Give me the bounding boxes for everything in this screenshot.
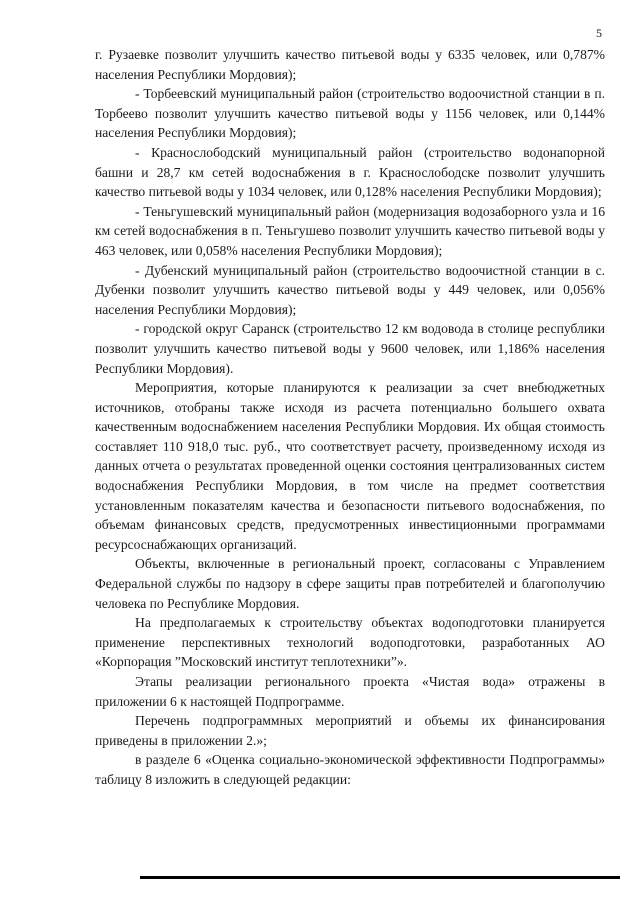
paragraph: Этапы реализации регионального проекта «Чистая вода» отражены в приложении 6 к настоящей Подпрограмме. [95,674,605,709]
paragraph: - Торбеевский муниципальный район (строительство водоочистной станции в п. Торбеево позволит улучшить качество питьевой воды у 1156 человек, или 0,144% населения Республики Мордовия); [95,86,605,141]
paragraph: - Дубенский муниципальный район (строительство водоочистной станции в с. Дубенки позволит улучшить качество питьевой воды у 449 человек, или 0,056% населения Республики Мордовия); [95,262,605,317]
paragraph: - городской округ Саранск (строительство 12 км водовода в столице республики позволит улучшить качество питьевой воды у 9600 человек, или 1,186% населения Республики Мордовия). [95,321,605,376]
paragraph: Объекты, включенные в региональный проект, согласованы с Управлением Федеральной службы по надзору в сфере защиты прав потребителей и благополучию человека по Республике Мордовия. [95,556,605,611]
paragraph: - Краснослободский муниципальный район (строительство водонапорной башни и 28,7 км сетей водоснабжения в г. Краснослободске позволит улучшить качество питьевой воды у 1034 человек, или 0,128% населения Республики Мордовия); [95,144,605,200]
page-number: 5 [596,26,602,40]
paragraph: На предполагаемых к строительству объектах водоподготовки планируется применение перспективных технологий водоподготовки, разработанных АО «Корпорация ”Московский институт теплотехники”». [95,615,605,670]
paragraph: в разделе 6 «Оценка социально-экономической эффективности Подпрограммы» таблицу 8 изложить в следующей редакции: [95,752,605,787]
paragraph: Мероприятия, которые планируются к реализации за счет внебюджетных источников, отобраны также исходя из расчета потенциально большего охвата качественным водоснабжением населения Республики Мордовия. Их общая стоимость составляет 110 918,0 тыс. руб., что соответствует расчету, произведенному исходя из данных отчета о результатах проведенной оценки состояния централизованных систем водоснабжения Республики Мордовия, в том числе на предмет соответствия установленным показателям качества и безопасности питьевого водоснабжения, по объемам финансовых средств, предусмотренных инвестиционными программами ресурсоснабжающих организаций. [95,380,605,552]
paragraph: - Теньгушевский муниципальный район (модернизация водозаборного узла и 16 км сетей водоснабжения в п. Теньгушево позволит улучшить качество питьевой воды у 463 человек, или 0,058% населения Республики Мордовия); [95,203,605,258]
paragraph: г. Рузаевке позволит улучшить качество питьевой воды у 6335 человек, или 0,787% населения Республики Мордовия); [95,47,605,82]
scan-edge-line [140,876,620,879]
paragraph: Перечень подпрограммных мероприятий и объемы их финансирования приведены в приложении 2.»; [95,713,605,748]
document-body [95,45,605,790]
